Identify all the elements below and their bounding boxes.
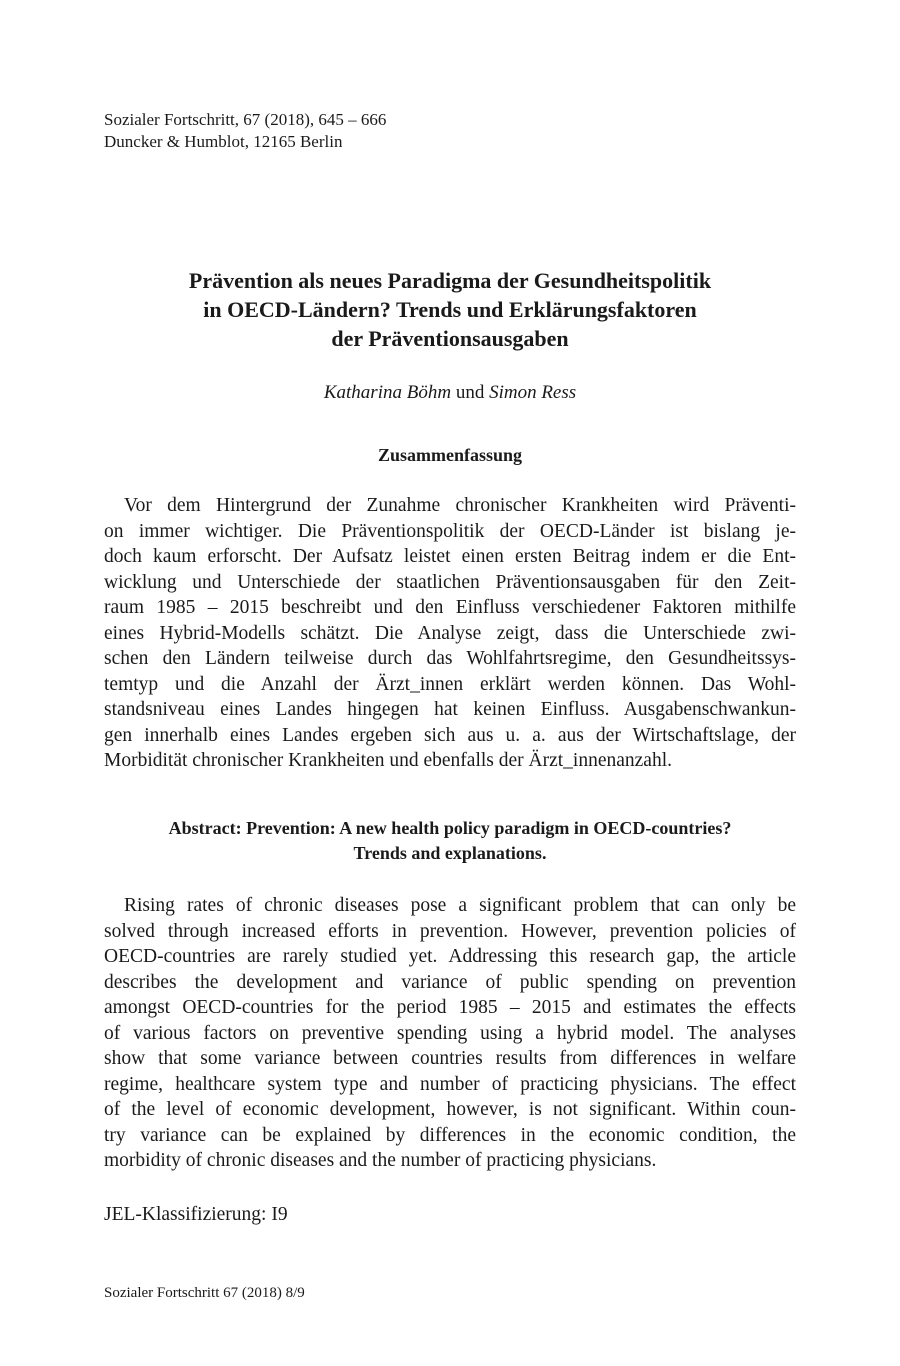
text-line: gen innerhalb eines Landes ergeben sich aus u. a. aus der Wirtschaftslage, der (104, 724, 796, 746)
text-line: wicklung und Unterschiede der staatlichen Präventionsausgaben für den Zeit- (104, 571, 796, 593)
text-line: of various factors on preventive spending using a hybrid model. The analyses (104, 1022, 796, 1044)
title-line-3: der Präventionsausgaben (331, 326, 569, 351)
abstract-heading (104, 816, 796, 866)
text-line: show that some variance between countries results from differences in welfare (104, 1048, 796, 1069)
author-2: Simon Ress (489, 382, 577, 403)
text-line: eines Hybrid-Modells schätzt. Die Analyse zeigt, dass die Unterschiede zwi- (104, 622, 796, 644)
zusammenfassung-heading (104, 443, 796, 468)
text-line: Rising rates of chronic diseases pose a significant problem that can only be (124, 895, 796, 916)
text-line: describes the development and variance of public spending on prevention (104, 971, 796, 993)
text-line: doch kaum erforscht. Der Aufsatz leistet einen ersten Beitrag indem er die Ent- (104, 546, 796, 567)
text-line: raum 1985 – 2015 beschreibt und den Einfluss verschiedener Faktoren mithilfe (104, 597, 796, 618)
text-line: Morbidität chronischer Krankheiten und ebenfalls der Ärzt_innenanzahl. (104, 750, 673, 771)
journal-header (104, 109, 386, 153)
text-line: try variance can be explained by differences in the economic condition, the (104, 1124, 796, 1146)
text-line: schen den Ländern teilweise durch das Wohlfahrtsregime, den Gesundheitssys- (104, 648, 796, 669)
text-line: temtyp und die Anzahl der Ärzt_innen erklärt werden können. Das Wohl- (104, 673, 796, 695)
text-line: Vor dem Hintergrund der Zunahme chronischer Krankheiten wird Präventi- (124, 495, 796, 516)
publisher-line: Duncker & Humblot, 12165 Berlin (104, 132, 343, 151)
page-footer: Sozialer Fortschritt 67 (2018) 8/9 (104, 1285, 305, 1301)
text-line: OECD-countries are rarely studied yet. Addressing this research gap, the article (104, 946, 796, 967)
text-line: solved through increased efforts in prevention. However, prevention policies of (104, 920, 796, 942)
zusammenfassung-heading-text: Zusammenfassung (377, 445, 523, 465)
text-line: regime, healthcare system type and number of practicing physicians. The effect (104, 1073, 796, 1095)
author-conjunction: und (455, 382, 485, 403)
title-line-2: in OECD-Ländern? Trends und Erklärungsfaktoren (203, 297, 697, 322)
abstract-paragraph (104, 893, 796, 1174)
abstract-heading-line-1: Abstract: Prevention: A new health policy paradigm in OECD-countries? (168, 818, 732, 838)
text-line: on immer wichtiger. Die Präventionspolitik der OECD-Länder ist bislang je- (104, 520, 796, 542)
title-line-1: Prävention als neues Paradigma der Gesundheitspolitik (188, 268, 712, 293)
text-line: morbidity of chronic diseases and the number of practicing physicians. (104, 1150, 657, 1171)
journal-citation: Sozialer Fortschritt, 67 (2018), 645 – 666 (104, 110, 387, 129)
author-1: Katharina Böhm (323, 382, 452, 403)
text-line: standsniveau eines Landes hingegen hat keinen Einfluss. Ausgabenschwankun- (104, 699, 796, 720)
jel-classification: JEL-Klassifizierung: I9 (104, 1204, 288, 1225)
author-line (104, 381, 796, 405)
article-title (104, 266, 796, 353)
zusammenfassung-paragraph (104, 493, 796, 774)
text-line: amongst OECD-countries for the period 1985 – 2015 and estimates the effects (104, 997, 796, 1018)
abstract-heading-line-2: Trends and explanations. (353, 843, 547, 863)
text-line: of the level of economic development, however, is not significant. Within coun- (104, 1099, 796, 1120)
